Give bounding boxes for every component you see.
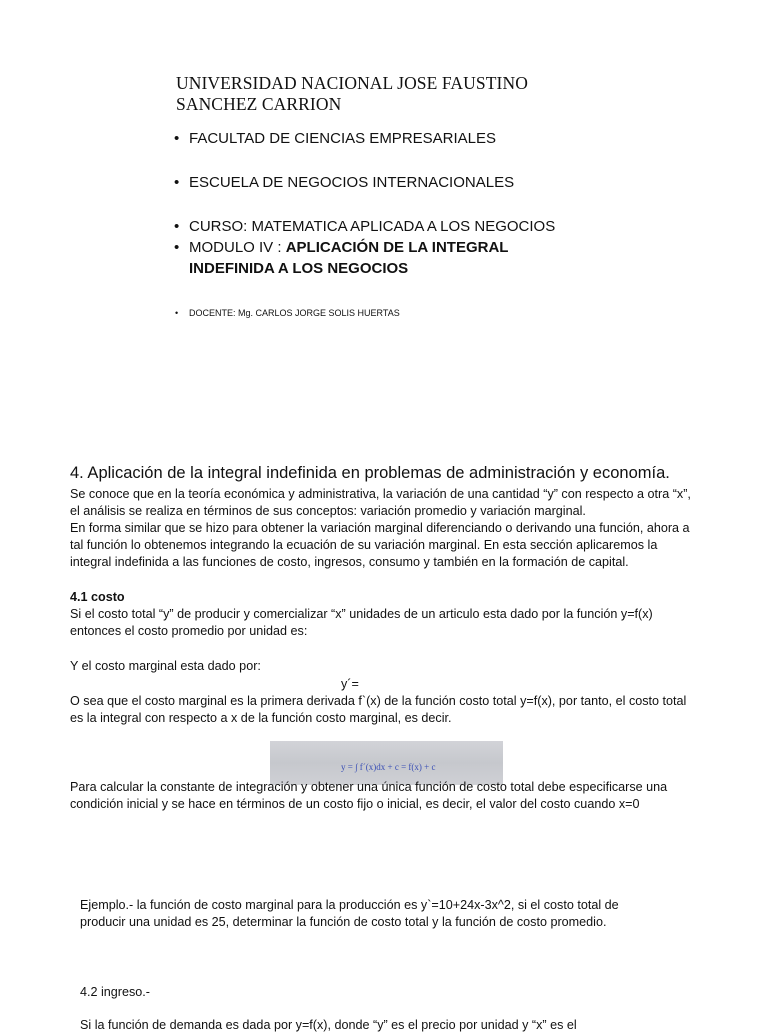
teacher-text: DOCENTE: Mg. CARLOS JORGE SOLIS HUERTAS: [189, 308, 400, 318]
marginal-line: Y el costo marginal esta dado por:: [70, 659, 261, 673]
module-prefix: MODULO IV :: [189, 239, 286, 256]
costo-line: condición inicial y se hace en términos de un costo fijo o inicial, es decir, el valor del costo cuando x=0: [70, 797, 640, 811]
bullet-dot: •: [175, 308, 179, 318]
constant-paragraph: [70, 779, 730, 813]
module-text: [189, 237, 508, 258]
intro-paragraph: [70, 486, 730, 571]
intro-line: integral indefinida a las funciones de costo, ingresos, consumo y también en la formación de capital.: [70, 555, 629, 569]
integral-formula-text: y = ∫ f´(x)dx + c = f(x) + c: [341, 762, 436, 772]
ingreso-heading: 4.2 ingreso.-: [80, 985, 151, 999]
course-text: CURSO: MATEMATICA APLICADA A LOS NEGOCIOS: [189, 218, 556, 235]
ingreso-partial-line: Si la función de demanda es dada por y=f(x), donde “y” es el precio por unidad y “x” es el: [80, 1018, 577, 1032]
section-title: 4. Aplicación de la integral indefinida en problemas de administración y economía.: [70, 464, 670, 482]
intro-line: el análisis se realiza en términos de sus conceptos: variación promedio y variación marginal.: [70, 504, 586, 518]
costo-block: [70, 589, 730, 640]
costo-line: es la integral con respecto a x de la función costo marginal, es decir.: [70, 711, 452, 725]
university-title-line-1: UNIVERSIDAD NACIONAL JOSE FAUSTINO: [176, 73, 528, 93]
example-paragraph: [80, 897, 740, 931]
costo-line: entonces el costo promedio por unidad es:: [70, 624, 308, 638]
costo-line: Para calcular la constante de integración y obtener una única función de costo total debe especificarse una: [70, 780, 668, 794]
example-line: producir una unidad es 25, determinar la función de costo total y la función de costo promedio.: [80, 915, 607, 929]
intro-line: Se conoce que en la teoría económica y administrativa, la variación de una cantidad “y” con respecto a otra “x”,: [70, 487, 691, 501]
module-title-line-2: INDEFINIDA A LOS NEGOCIOS: [189, 260, 409, 277]
intro-line: En forma similar que se hizo para obtener la variación marginal diferenciando o derivando una función, ahora a: [70, 521, 690, 535]
bullet-dot: •: [174, 218, 180, 235]
costo-heading: 4.1 costo: [70, 590, 125, 604]
bullet-dot: •: [174, 174, 180, 191]
module-title-line-1: APLICACIÓN DE LA INTEGRAL: [285, 239, 509, 256]
intro-line: tal función lo obtenemos integrando la ecuación de su variación marginal. En esta sección aplicaremos la: [70, 538, 658, 552]
school-text: ESCUELA DE NEGOCIOS INTERNACIONALES: [189, 174, 515, 191]
faculty-text: FACULTAD DE CIENCIAS EMPRESARIALES: [189, 130, 497, 147]
university-title-line-2: SANCHEZ CARRION: [176, 94, 342, 114]
costo-line: O sea que el costo marginal es la primera derivada f`(x) de la función costo total y=f(x), por tanto, el costo total: [70, 694, 687, 708]
bullet-dot: •: [174, 130, 180, 147]
costo-derivative-paragraph: [70, 693, 730, 727]
bullet-dot: •: [174, 239, 180, 256]
example-line: Ejemplo.- la función de costo marginal para la producción es y`=10+24x-3x^2, si el costo total de: [80, 898, 619, 912]
university-title: [176, 73, 528, 115]
costo-line: Si el costo total “y” de producir y comercializar “x” unidades de un articulo esta dado por la función y=f(x): [70, 607, 653, 621]
y-prime-label: y´=: [341, 677, 359, 691]
